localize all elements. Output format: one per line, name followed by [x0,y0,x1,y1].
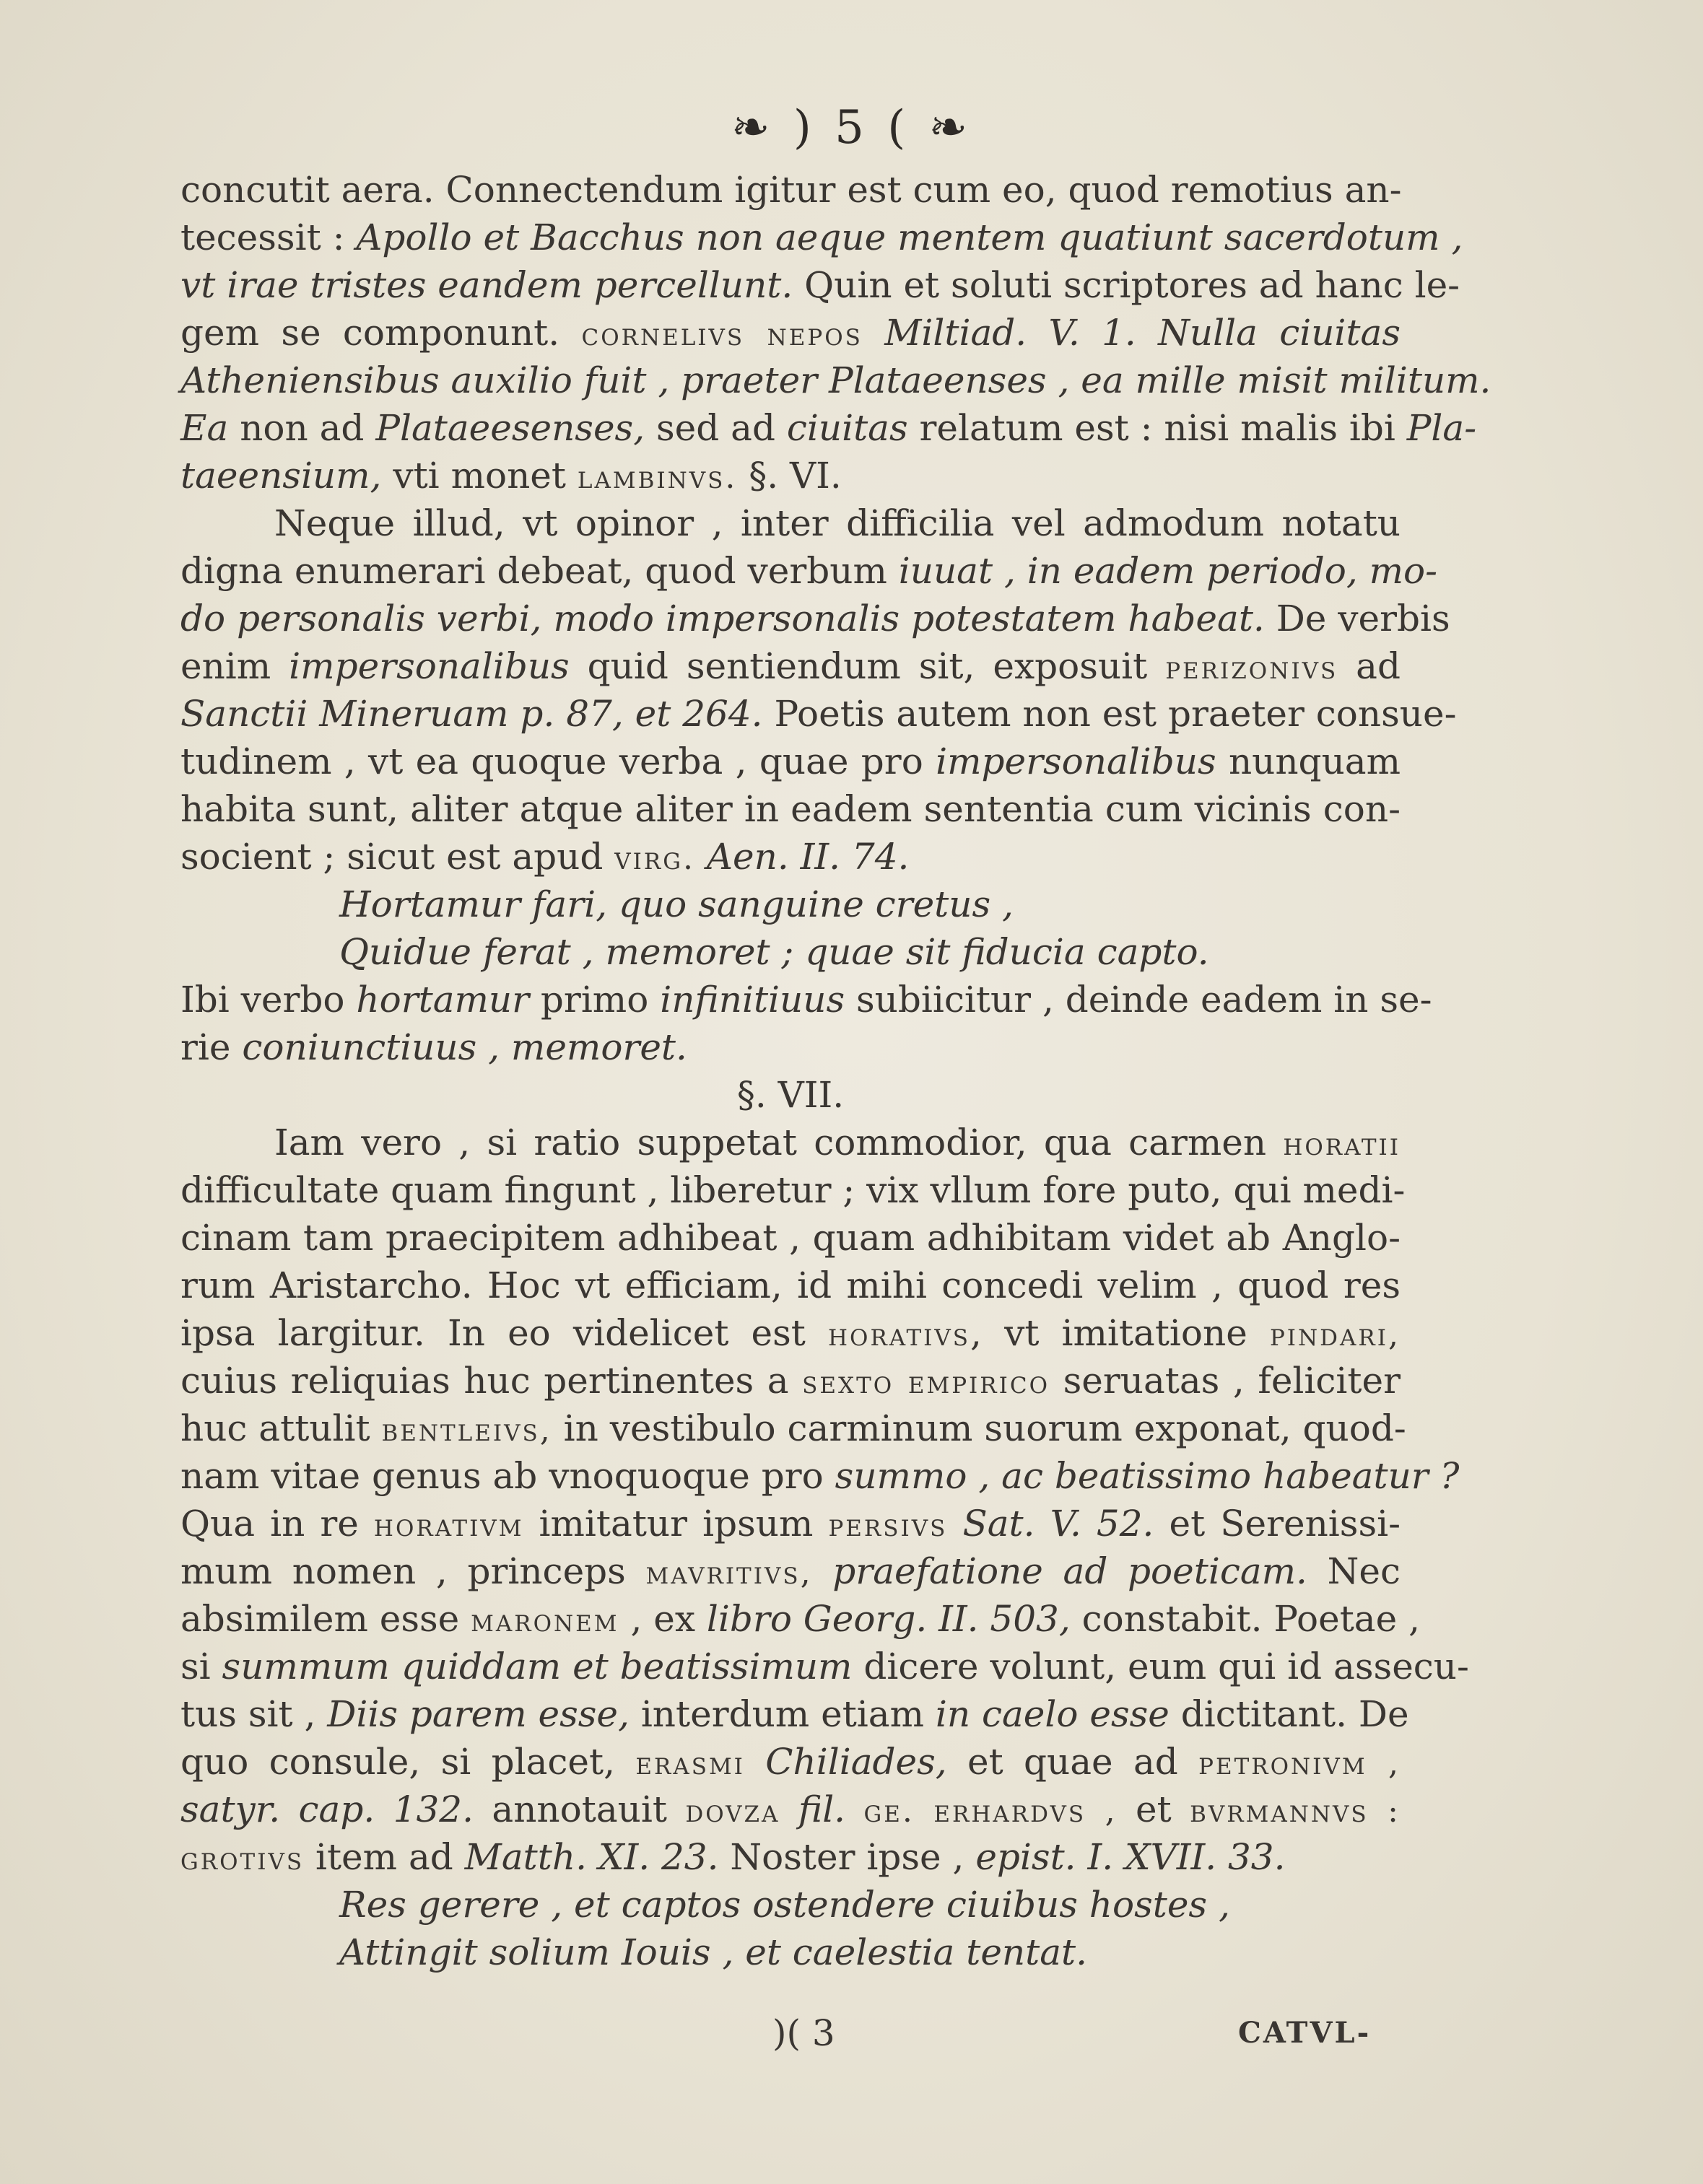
text-run: Res gerere , et captos ostendere ciuibus hostes , [339,1884,1230,1926]
text-run: infinitiuus [660,979,845,1021]
section-heading [180,1071,1401,1119]
text-run [745,1741,765,1783]
text-run: tus sit , [180,1693,328,1735]
text-run: Quin et soluti scriptores ad hanc le- [793,264,1460,306]
text-run: difficultate quam fingunt , liberetur ; vix vllum fore puto, qui medi- [180,1169,1406,1211]
text-line [180,404,1477,452]
text-line [180,1595,1420,1643]
text-run: fil. [798,1788,846,1830]
text-run: sed ad [645,407,787,449]
text-run: grotivs [180,1840,305,1877]
text-run: perizonivs [1165,650,1338,686]
text-run: Neque illud, vt opinor , inter difficilia vel admodum notatu [274,502,1401,544]
text-run: Pla- [1406,407,1477,449]
text-run: et Serenissi- [1154,1503,1401,1545]
text-run: Noster ipse , [718,1836,976,1878]
text-run: rum Aristarcho. Hoc vt efficiam, id mihi concedi velim , quod res [180,1264,1401,1306]
text-run: horativs [828,1316,971,1353]
text-run: annotauit [474,1788,686,1830]
text-block-1 [180,166,1491,1976]
text-line [180,166,1401,214]
text-run: quid sentiendum sit, exposuit [569,645,1166,687]
page-footer [0,2009,1703,2057]
text-run: praefatione ad poeticam. [832,1550,1307,1592]
text-run: §. VI. [737,455,842,497]
verse-line [180,928,1401,976]
signature-mark: )( 3 [772,2012,835,2054]
text-run: virg. [614,840,696,877]
text-run: ciuitas [786,407,908,449]
text-line [180,1023,1401,1071]
text-run: erasmi [635,1745,745,1782]
text-run [695,836,707,878]
text-run: Qua in re [180,1503,374,1545]
text-run: in caelo esse [935,1693,1170,1735]
text-run: vti monet [381,455,578,497]
text-run: summum quiddam et beatissimum [222,1646,853,1687]
text-run [863,312,884,354]
text-run: Aen. II. 74. [706,836,910,878]
text-run: cornelivs nepos [581,316,863,353]
text-run: Apollo et Bacchus non aeque mentem quatiunt sacerdotum , [356,217,1463,258]
text-run: habita sunt, aliter atque aliter in eadem sententia cum vicinis con- [180,788,1401,830]
text-run: De verbis [1264,598,1450,639]
text-run: vt irae tristes eandem percellunt. [180,264,793,306]
text-run: Hortamur fari, quo sanguine cretus , [339,883,1014,925]
text-run: summo , ac beatissimo habeatur ? [835,1455,1460,1497]
text-run: Iam vero , si ratio suppetat commodior, qua carmen [274,1122,1284,1163]
text-run [947,1503,962,1545]
text-run: et [1117,1788,1190,1830]
text-line [180,261,1460,309]
text-run: nunquam [1216,741,1401,782]
text-run: Diis parem esse, [327,1693,630,1735]
page-header: ❧ ) 5 ( ❧ [731,101,972,154]
text-run: epist. I. XVII. 33. [975,1836,1286,1878]
text-line [180,357,1491,404]
text-run: taeensium, [180,455,382,497]
text-run: et quae ad [946,1741,1199,1783]
text-line [180,1405,1406,1452]
text-run: non ad [228,407,376,449]
text-line [180,1309,1401,1357]
verse-line [180,881,1401,928]
text-run: persivs [828,1507,948,1544]
text-line [180,452,1401,499]
text-run: Attingit solium Iouis , et caelestia tentat. [339,1931,1088,1973]
text-run: coniunctiuus , memoret. [242,1026,687,1068]
text-line [180,309,1401,357]
text-run: impersonalibus [936,741,1216,782]
text-line [180,1357,1401,1405]
text-run: seruatas , feliciter [1050,1360,1401,1402]
text-run: hortamur [356,979,530,1021]
text-run: sexto empirico [802,1364,1050,1401]
text-run: gem se componunt. [180,312,582,354]
text-run: huc attulit [180,1407,382,1449]
text-line [180,1500,1401,1547]
text-line [180,833,1401,881]
text-line [180,1262,1401,1309]
text-line [180,1786,1401,1833]
text-run: Atheniensibus auxilio fuit , praeter Plataeenses , ea mille misit militum. [180,359,1491,401]
text-run: relatum est : nisi malis ibi [907,407,1407,449]
text-run: Ibi verbo [180,979,357,1021]
text-run [813,1550,833,1592]
text-line [180,738,1401,785]
text-run: maronem [471,1602,619,1639]
text-line [180,499,1401,547]
text-run: absimilem esse [180,1598,471,1640]
text-run: , ex [619,1598,707,1640]
text-line [180,1690,1409,1738]
text-run: horatii [1283,1126,1401,1163]
text-run: Miltiad. V. 1. Nulla ciuitas [884,312,1401,354]
text-run: bvrmannvs : [1190,1793,1401,1830]
text-run: bentleivs, [381,1412,552,1449]
text-run: Nec [1307,1550,1401,1592]
text-line [180,690,1457,738]
text-line [180,595,1450,642]
text-run: primo [529,979,661,1021]
text-run: tecessit : [180,217,357,258]
text-run [845,1788,863,1830]
text-run: Quidue ferat , memoret ; quae sit fiducia capto. [339,931,1209,973]
text-run: nam vitae genus ab vnoquoque pro [180,1455,835,1497]
text-run: quo consule, si placet, [180,1741,636,1783]
text-run: digna enumerari debeat, quod verbum [180,550,899,592]
text-run [780,1788,798,1830]
text-line [180,976,1432,1023]
text-run: , vt imitatione [970,1312,1270,1354]
text-line [180,1738,1401,1786]
text-line [180,785,1401,833]
catchword: CATVL- [1238,2016,1372,2050]
text-line [180,1547,1401,1595]
text-run: dictitant. De [1169,1693,1409,1735]
text-run: mavritivs, [645,1555,813,1591]
text-run: si [180,1646,222,1687]
text-line [180,1214,1401,1262]
text-run: ipsa largitur. In eo videlicet est [180,1312,829,1354]
text-run: interdum etiam [629,1693,936,1735]
text-run: rie [180,1026,243,1068]
text-run: ad [1338,645,1401,687]
text-line [180,1833,1401,1881]
text-line [180,1452,1460,1500]
text-run: libro Georg. II. 503, [706,1598,1071,1640]
text-run: cuius reliquias huc pertinentes a [180,1360,803,1402]
text-run: mum nomen , princeps [180,1550,646,1592]
text-run: item ad [304,1836,465,1878]
text-line [180,1119,1401,1166]
text-run: dicere volunt, eum qui id assecu- [852,1646,1469,1687]
text-run: Ea [180,407,229,449]
text-run: dovza [685,1793,780,1830]
verse-line [180,1929,1401,1976]
text-run: Poetis autem non est praeter consue- [762,693,1457,735]
text-line [180,1643,1469,1690]
text-run: Matth. XI. 23. [464,1836,719,1878]
text-run: lambinvs. [577,459,738,496]
text-run: §. VII. [736,1074,845,1116]
text-run: pindari, [1269,1316,1401,1353]
text-run: Sanctii Mineruam p. 87, et 264. [180,693,763,735]
text-run: subiicitur , deinde eadem in se- [845,979,1432,1021]
verse-line [180,1881,1401,1929]
text-run: Sat. V. 52. [962,1503,1154,1545]
text-run: constabit. Poetae , [1070,1598,1420,1640]
text-run: horativm [373,1507,524,1544]
text-run: imitatur ipsum [523,1503,829,1545]
text-run: cinam tam praecipitem adhibeat , quam adhibitam videt ab Anglo- [180,1217,1401,1259]
text-run: impersonalibus [289,645,570,687]
text-line [180,1166,1406,1214]
text-run: satyr. cap. 132. [180,1788,474,1830]
text-run: tudinem , vt ea quoque verba , quae pro [180,741,936,782]
text-run: Plataeesenses, [375,407,645,449]
text-run: in vestibulo carminum suorum exponat, quod- [552,1407,1406,1449]
text-line [180,214,1463,261]
text-run: iuuat , in eadem periodo, mo- [898,550,1438,592]
text-line [180,642,1401,690]
text-line [180,547,1438,595]
text-run: petronivm , [1198,1745,1401,1782]
text-run: ge. erhardvs , [863,1793,1118,1830]
text-run: enim [180,645,289,687]
text-run: socient ; sicut est apud [180,836,615,878]
text-run: Chiliades, [765,1741,947,1783]
text-run: do personalis verbi, modo impersonalis potestatem habeat. [180,598,1265,639]
text-run: concutit aera. Connectendum igitur est cum eo, quod remotius an- [180,169,1402,211]
